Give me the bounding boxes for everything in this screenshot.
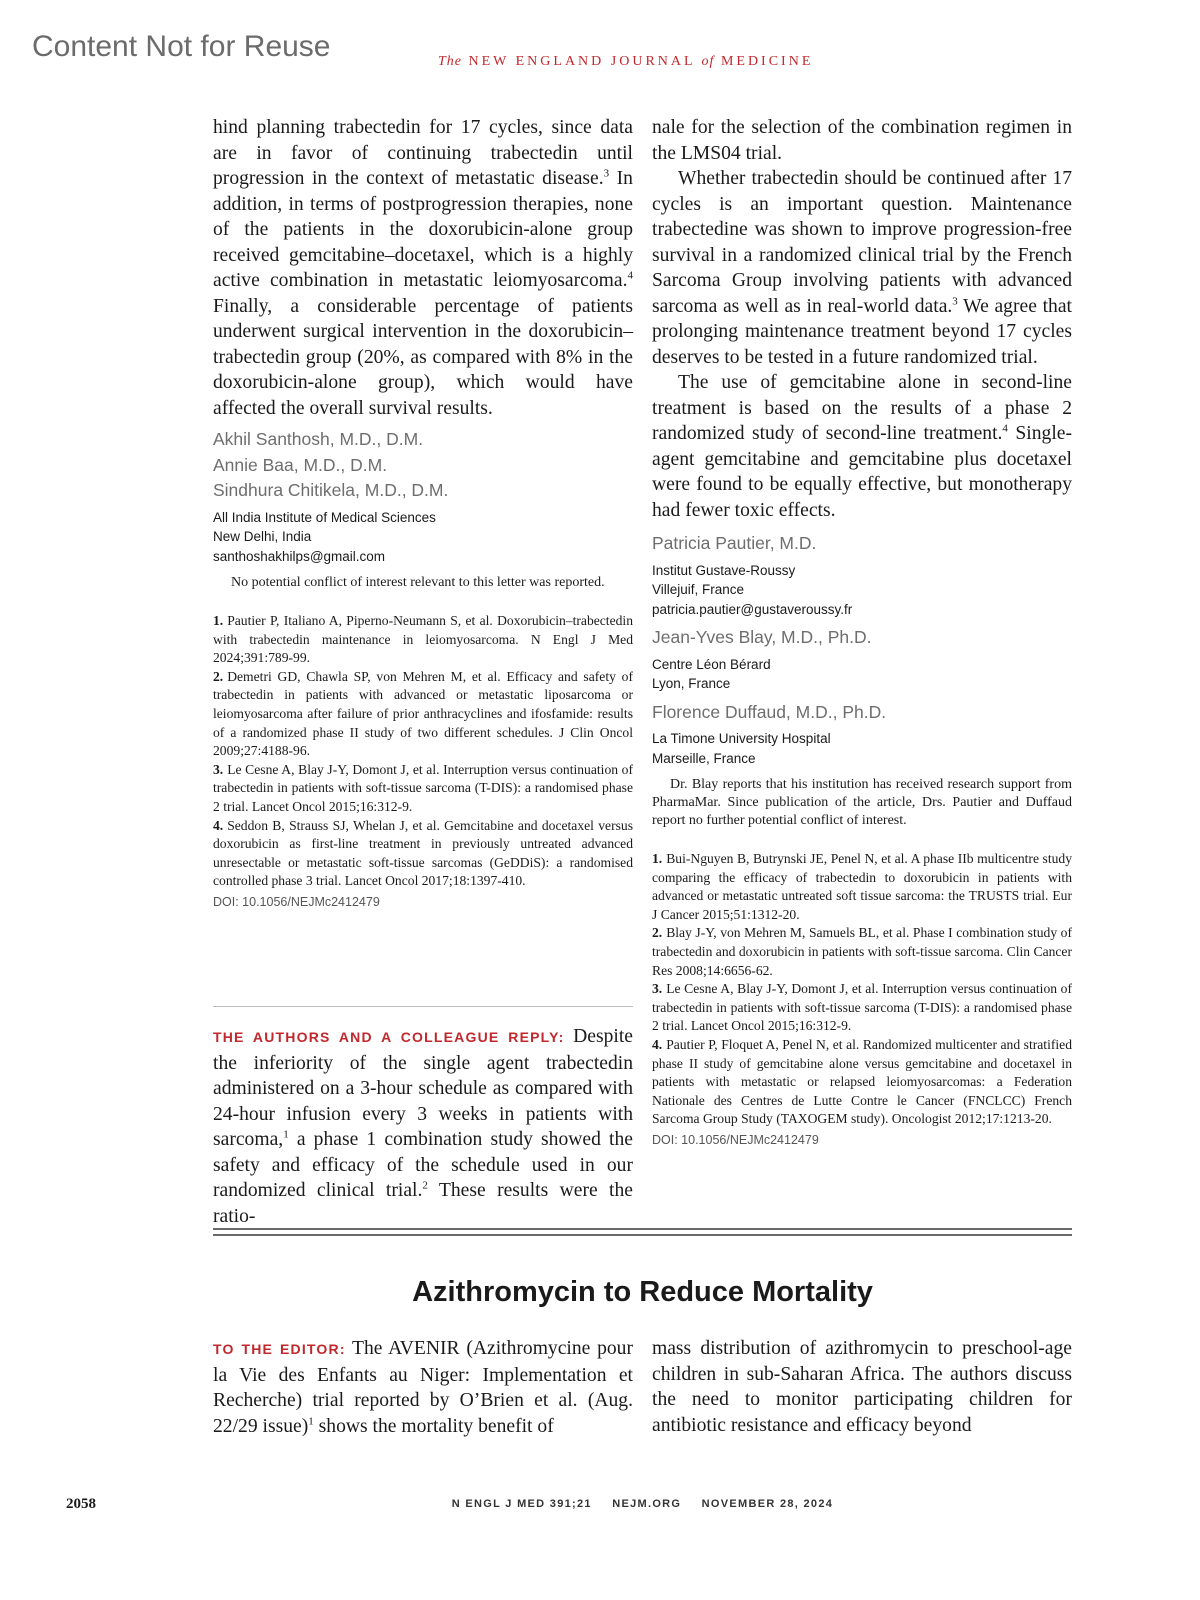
- right-paragraph-2-text-b: We agree that prolonging maintenance treatment beyond 17 cycles deserves to be tested in a future randomized trial.: [652, 295, 1072, 368]
- issue-date: NOVEMBER 28, 2024: [701, 1498, 834, 1510]
- editor-letter-text-b: shows the mortality benefit of: [313, 1415, 554, 1437]
- author-affiliation: [213, 508, 633, 567]
- reply-text-b: a phase 1 combination study showed the safety and efficacy of the schedule used in our randomized clinical trial.: [213, 1129, 633, 1201]
- right-paragraph-3-text-b: Single-agent gemcitabine and gemcitabine plus docetaxel were found to be equally effective, but monotherapy had fewer toxic effects.: [652, 423, 1073, 521]
- next-article-right: [652, 1336, 1072, 1438]
- author-name: Jean-Yves Blay, M.D., Ph.D.: [652, 627, 872, 647]
- affiliation-line: All India Institute of Medical Sciences: [213, 509, 436, 525]
- reference-item: [213, 668, 633, 761]
- reference-item: [213, 761, 633, 817]
- next-article-left: [213, 1336, 633, 1439]
- reference-number: 1.: [213, 613, 224, 628]
- reply-label: THE AUTHORS AND A COLLEAGUE REPLY:: [213, 1029, 565, 1045]
- citation-superscript: 4: [1002, 422, 1008, 435]
- affiliation-line: Marseille, France: [652, 750, 756, 766]
- header-the: The: [438, 54, 462, 69]
- header-journal: NEW ENGLAND JOURNAL: [468, 54, 696, 69]
- left-paragraph-text-a: hind planning trabectedin for 17 cycles, since data are in favor of continuing trabectedin until progression in the context of metastatic disease.: [213, 117, 633, 189]
- journal-citation: N ENGL J MED 391;21: [451, 1498, 592, 1510]
- author-email[interactable]: patricia.pautier@gustaveroussy.fr: [652, 601, 853, 617]
- authors-reply-section: [213, 1024, 633, 1229]
- affiliation-line: La Timone University Hospital: [652, 731, 831, 746]
- citation-superscript: 3: [603, 167, 610, 180]
- citation-superscript: 1: [283, 1128, 289, 1141]
- editor-letter-text-a: The AVENIR (Azithromycine pour la Vie des Enfants au Niger: Implementation et Recherche) trial reported by O’Brien et al. (Aug. 22/29 issue): [213, 1338, 633, 1437]
- reference-number: 2.: [652, 925, 663, 941]
- article-separator: [213, 1228, 1072, 1236]
- reference-text: Bui-Nguyen B, Butrynski JE, Penel N, et al. A phase IIb multicentre study comparing the efficacy of trabectedin to doxorubicin in patients with advanced or metastatic untreated soft tissue sarcoma: the TRUSTS trial. Eur J Cancer 2015;51:1312-20.: [652, 851, 1072, 922]
- reply-text-a: Despite the inferiority of the single agent trabectedin administered on a 3-hour schedule as compared with 24-hour infusion every 3 weeks in patients with sarcoma,: [213, 1026, 633, 1150]
- conflict-disclosure: Dr. Blay reports that his institution has received research support from PharmaMar. Since publication of the article, Drs. Pautier and Duffaud report no further potential conflict of interest.: [652, 777, 1072, 828]
- author-affiliation: [652, 561, 1072, 620]
- doi-link[interactable]: DOI: 10.1056/NEJMc2412479: [213, 894, 380, 909]
- header-medicine: MEDICINE: [720, 54, 814, 69]
- reference-item: [652, 850, 1072, 924]
- author-name: Akhil Santhosh, M.D., D.M.: [213, 429, 424, 449]
- journal-header: [438, 54, 813, 70]
- right-paragraph-3-text-a: The use of gemcitabine alone in second-line treatment is based on the results of a phase 2 randomized study of second-line treatment.: [652, 372, 1072, 444]
- author-email[interactable]: santhoshakhilps@gmail.com: [213, 548, 386, 564]
- affiliation-line: Villejuif, France: [652, 582, 745, 597]
- reference-number: 3.: [213, 761, 224, 777]
- reference-text: Blay J-Y, von Mehren M, Samuels BL, et al. Phase I combination study of trabectedin and doxorubicin in patients with soft-tissue sarcoma. Clin Cancer Res 2008;14:6656-62.: [652, 925, 1072, 978]
- conflict-disclosure: No potential conflict of interest relevant to this letter was reported.: [231, 575, 605, 590]
- reference-number: 1.: [652, 851, 663, 866]
- author-name: Patricia Pautier, M.D.: [652, 533, 817, 553]
- affiliation-line: Lyon, France: [652, 676, 731, 691]
- reference-number: 4.: [213, 817, 224, 833]
- author-name: Florence Duffaud, M.D., Ph.D.: [652, 701, 887, 722]
- editor-letter-continued: mass distribution of azithromycin to preschool-age children in sub-Saharan Africa. The authors discuss the need to monitor participating children for antibiotic resistance and efficacy beyond: [652, 1338, 1072, 1436]
- reference-item: [213, 612, 633, 668]
- reference-number: 3.: [652, 981, 663, 997]
- citation-superscript: 4: [627, 269, 633, 282]
- affiliation-line: New Delhi, India: [213, 529, 312, 544]
- article-title: Azithromycin to Reduce Mortality: [412, 1276, 873, 1308]
- reference-text: Pautier P, Italiano A, Piperno-Neumann S, et al. Doxorubicin–trabectedin with trabectedin maintenance in leiomyosarcoma. N Engl J Med 2024;391:789-99.: [213, 613, 633, 666]
- editor-label: TO THE EDITOR:: [213, 1341, 346, 1357]
- author-affiliation: [652, 729, 1072, 768]
- citation-superscript: 2: [422, 1179, 428, 1192]
- right-paragraph-2: [652, 166, 1072, 370]
- header-of: of: [701, 54, 715, 69]
- citation-superscript: 1: [308, 1414, 314, 1427]
- reference-text: Demetri GD, Chawla SP, von Mehren M, et al. Efficacy and safety of trabectedin in patients with advanced or metastatic liposarcoma or leiomyosarcoma after failure of prior anthracyclines and ifosfamide: results of a randomized phase II study of two different schedules. J Clin Oncol 2009;27:4188-96.: [213, 668, 633, 759]
- left-paragraph: [213, 115, 633, 421]
- reference-item: [652, 924, 1072, 980]
- journal-site[interactable]: NEJM.ORG: [612, 1498, 682, 1510]
- affiliation-line: Institut Gustave-Roussy: [652, 562, 796, 578]
- right-paragraph-2-text-a: Whether trabectedin should be continued after 17 cycles is an important question. Maintenance trabectedine was shown to improve progression-free survival in a randomized clinical trial by the French Sarcoma Group involving patients with advanced sarcoma as well as in real-world data.: [652, 168, 1072, 317]
- reference-number: 4.: [652, 1036, 663, 1052]
- reference-item: [652, 1036, 1072, 1129]
- doi-link[interactable]: DOI: 10.1056/NEJMc2412479: [652, 1132, 819, 1147]
- reference-item: [213, 817, 633, 891]
- footer-citation: [0, 1498, 1200, 1510]
- reference-text: Le Cesne A, Blay J-Y, Domont J, et al. Interruption versus continuation of trabectedin in patients with soft-tissue sarcoma (T-DIS): a randomised phase 2 trial. Lancet Oncol 2015;16:312-9.: [652, 981, 1072, 1034]
- reference-list: [213, 612, 633, 891]
- left-paragraph-text-c: Finally, a considerable percentage of patients underwent surgical intervention in the doxorubicin–trabectedin group (20%, as compared with 8% in the doxorubicin-alone group), which would have affected the overall survival results.: [213, 295, 633, 419]
- editor-letter-paragraph: [213, 1336, 633, 1439]
- reference-text: Seddon B, Strauss SJ, Whelan J, et al. Gemcitabine and docetaxel versus doxorubicin as first-line treatment in previously untreated advanced unresectable or metastatic soft-tissue sarcomas (GeDDiS): a randomised controlled phase 3 trial. Lancet Oncol 2017;18:1397-410.: [213, 817, 633, 889]
- reference-number: 2.: [213, 668, 224, 684]
- authors-reply-paragraph: [213, 1024, 633, 1229]
- reference-text: Pautier P, Floquet A, Penel N, et al. Randomized multicenter and stratified phase II study of gemcitabine alone versus gemcitabine and docetaxel in patients with metastatic or relapsed leiomyosarcomas: a Federation Nationale des Centres de Lutte Contre le Cancer (FNCLCC) French Sarcoma Group Study (TAXOGEM study). Oncologist 2012;17:1213-20.: [652, 1036, 1072, 1127]
- author-name: Annie Baa, M.D., D.M.: [213, 454, 388, 475]
- citation-superscript: 3: [952, 294, 958, 307]
- author-name: Sindhura Chitikela, M.D., D.M.: [213, 480, 449, 500]
- reference-list: [652, 850, 1072, 1129]
- left-column: [213, 115, 633, 909]
- author-affiliation: [652, 655, 1072, 694]
- right-column: [652, 115, 1072, 1147]
- right-paragraph-3: [652, 370, 1072, 523]
- reference-text: Le Cesne A, Blay J-Y, Domont J, et al. Interruption versus continuation of trabectedin in patients with soft-tissue sarcoma (T-DIS): a randomised phase 2 trial. Lancet Oncol 2015;16:312-9.: [213, 761, 633, 814]
- letter-authors: [213, 427, 633, 504]
- reference-item: [652, 980, 1072, 1036]
- reply-text-c: These results were the ratio-: [213, 1180, 633, 1227]
- watermark-text: Content Not for Reuse: [32, 30, 331, 63]
- section-divider: [213, 1006, 633, 1007]
- right-paragraph-1: nale for the selection of the combination regimen in the LMS04 trial.: [652, 117, 1072, 164]
- left-paragraph-text-b: In addition, in terms of postprogression therapies, none of the patients in the doxorubicin-alone group received gemcitabine–docetaxel, which is a highly active combination in metastatic leiomyosarcoma.: [213, 168, 633, 291]
- affiliation-line: Centre Léon Bérard: [652, 656, 771, 672]
- page-number: 2058: [66, 1496, 96, 1512]
